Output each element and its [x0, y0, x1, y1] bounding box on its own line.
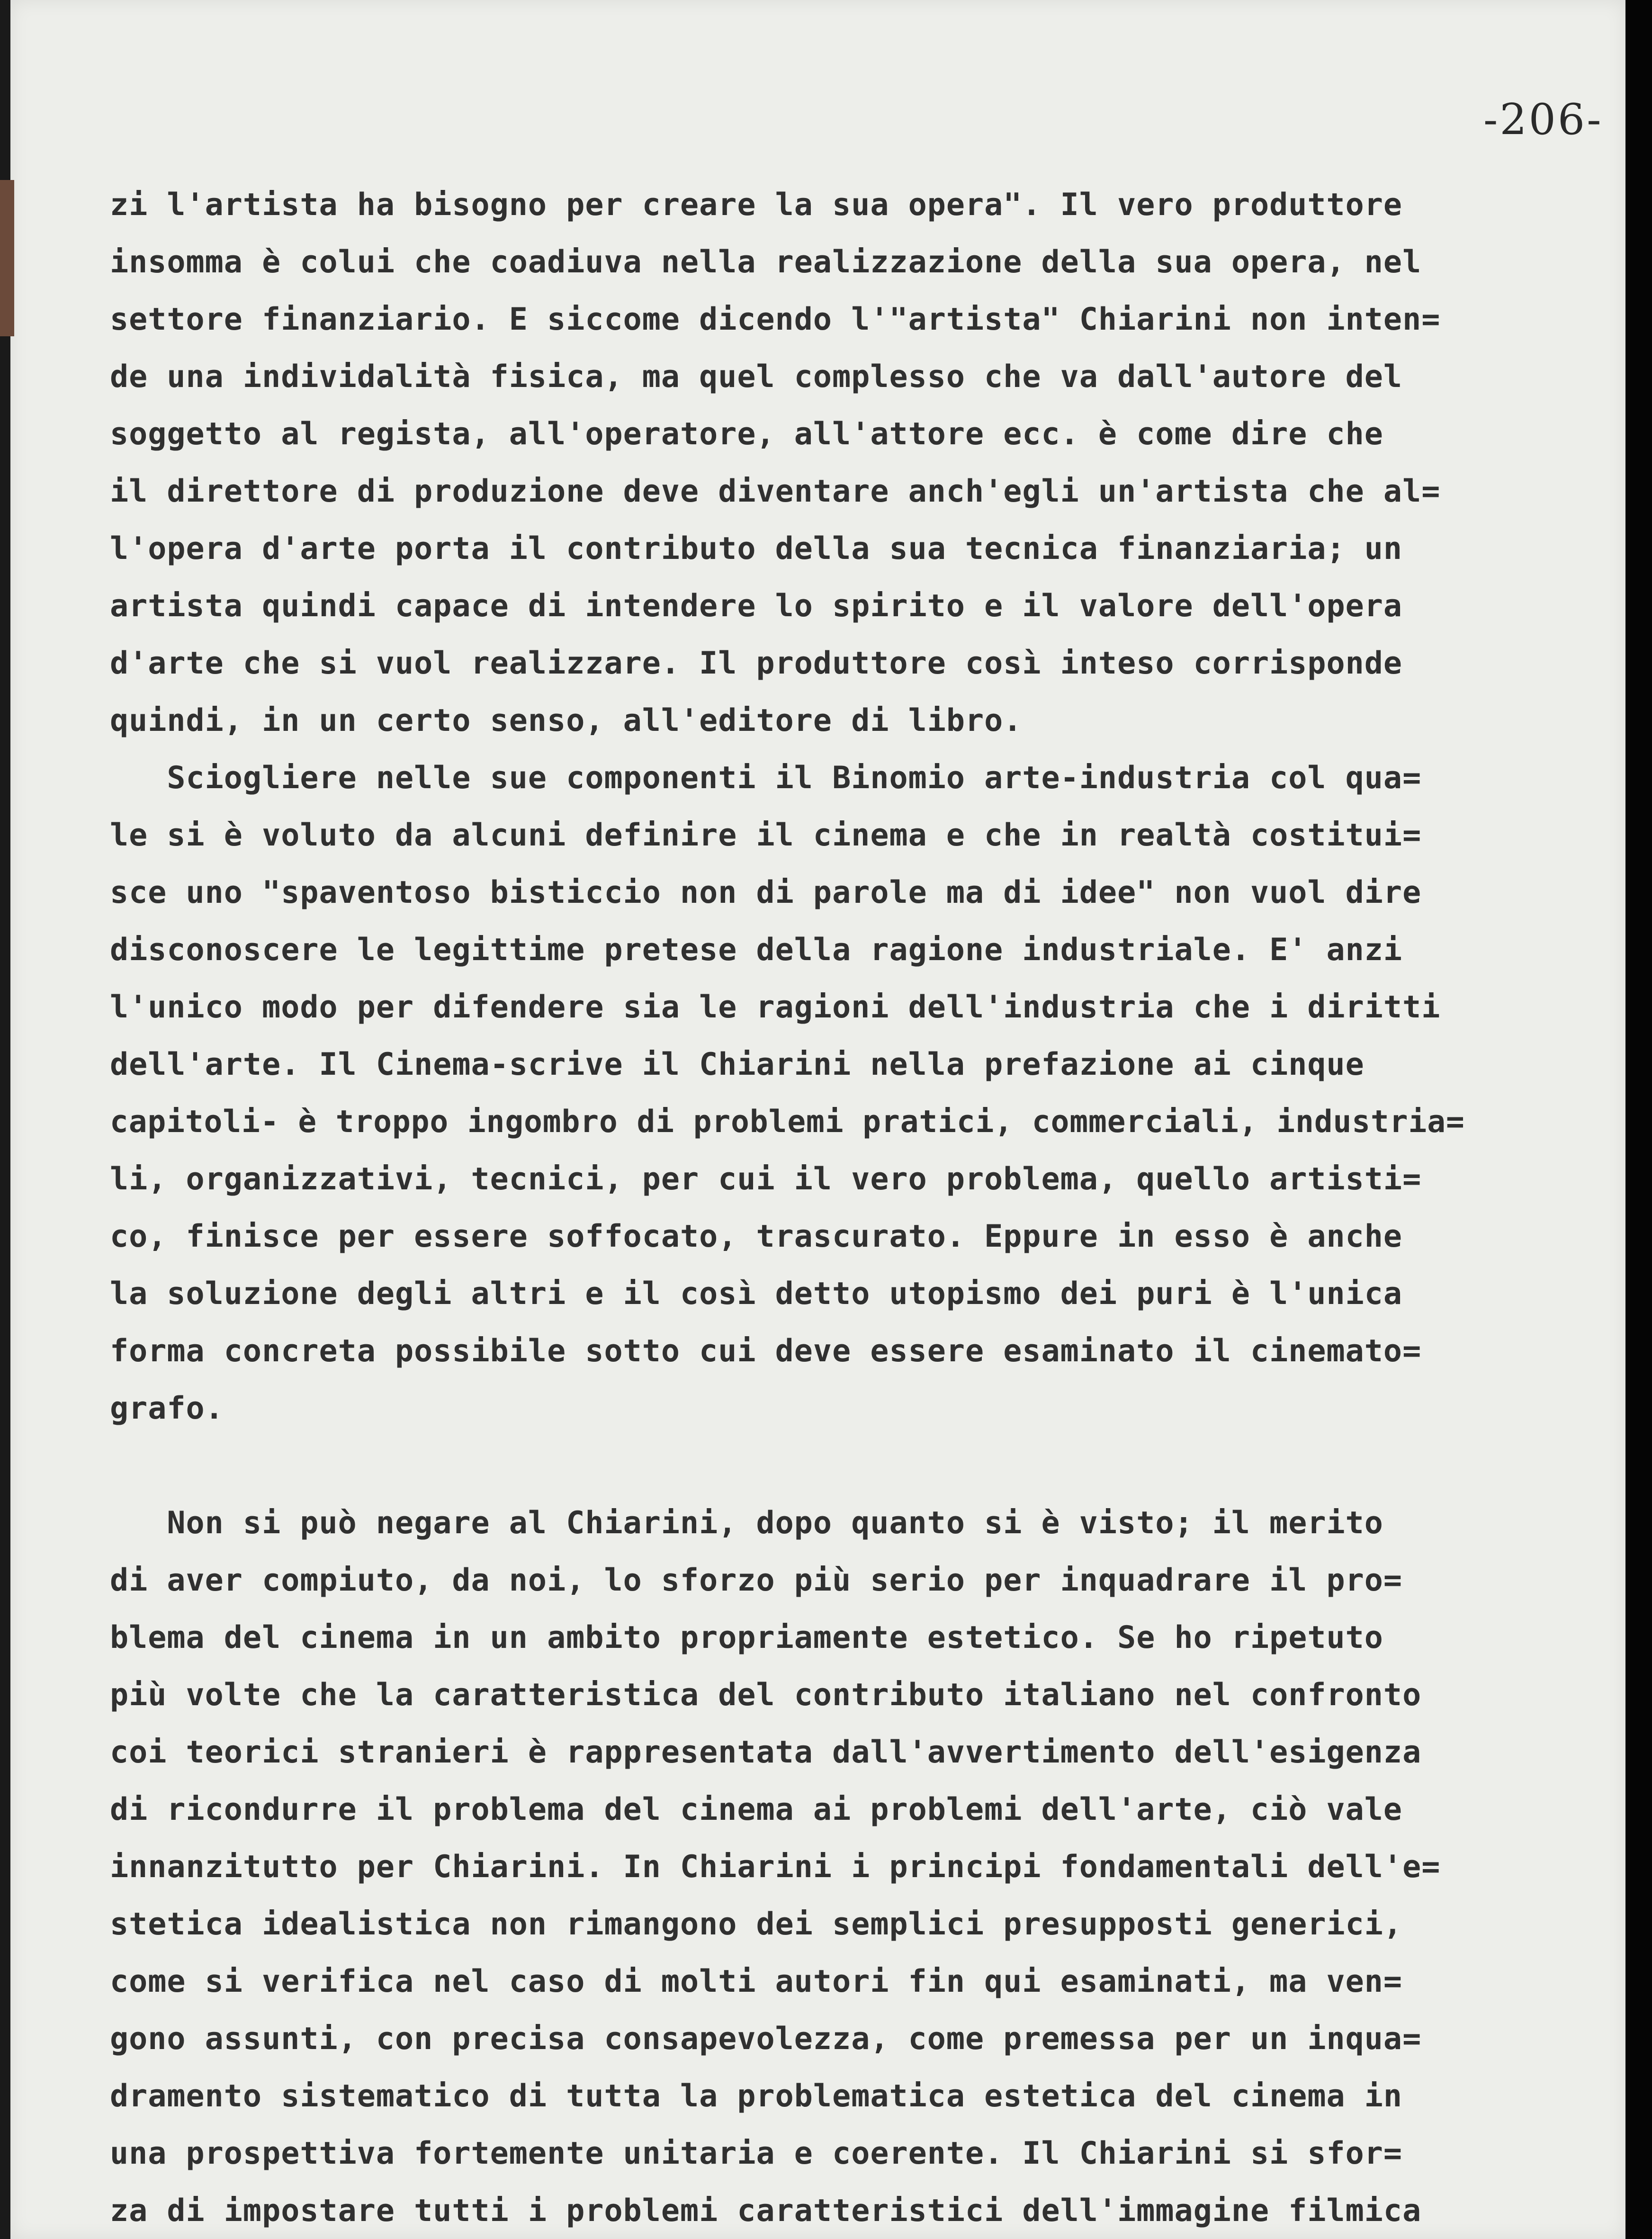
- text-line: Non si può negare al Chiarini, dopo quanto si è visto; il merito: [110, 1505, 1383, 1541]
- text-line: le si è voluto da alcuni definire il cinema e che in realtà costitui=: [110, 818, 1422, 853]
- text-line: de una individalità fisica, ma quel complesso che va dall'autore del: [110, 359, 1403, 395]
- text-line: di aver compiuto, da noi, lo sforzo più serio per inquadrare il pro=: [110, 1563, 1403, 1598]
- text-line: d'arte che si vuol realizzare. Il produttore così inteso corrisponde: [110, 646, 1403, 681]
- document-page: [10, 0, 1625, 2239]
- scan-right-edge: [1625, 0, 1652, 2239]
- text-line: quindi, in un certo senso, all'editore di libro.: [110, 703, 1023, 738]
- text-line: soggetto al regista, all'operatore, all'attore ecc. è come dire che: [110, 416, 1383, 452]
- text-line: dramento sistematico di tutta la problematica estetica del cinema in: [110, 2078, 1403, 2114]
- text-line: insomma è colui che coadiuva nella realizzazione della sua opera, nel: [110, 244, 1422, 280]
- text-line: stetica idealistica non rimangono dei semplici presupposti generici,: [110, 1906, 1403, 1942]
- text-line: co, finisce per essere soffocato, trascurato. Eppure in esso è anche: [110, 1219, 1403, 1254]
- text-line: la soluzione degli altri e il così detto utopismo dei puri è l'unica: [110, 1276, 1403, 1312]
- text-line: sce uno "spaventoso bisticcio non di parole ma di idee" non vuol dire: [110, 875, 1422, 910]
- text-line: disconoscere le legittime pretese della ragione industriale. E' anzi: [110, 932, 1403, 968]
- text-line: innanzitutto per Chiarini. In Chiarini i principi fondamentali dell'e=: [110, 1849, 1441, 1885]
- text-line: blema del cinema in un ambito propriamente estetico. Se ho ripetuto: [110, 1620, 1383, 1655]
- text-line: artista quindi capace di intendere lo spirito e il valore dell'opera: [110, 588, 1403, 624]
- text-line: più volte che la caratteristica del contributo italiano nel confronto: [110, 1677, 1422, 1713]
- text-line: come si verifica nel caso di molti autori fin qui esaminati, ma ven=: [110, 1964, 1403, 1999]
- text-line: za di impostare tutti i problemi caratteristici dell'immagine filmica: [110, 2193, 1422, 2229]
- text-line: zi l'artista ha bisogno per creare la sua opera". Il vero produttore: [110, 187, 1403, 223]
- text-line: settore finanziario. E siccome dicendo l'"artista" Chiarini non inten=: [110, 302, 1441, 337]
- text-line: l'opera d'arte porta il contributo della sua tecnica finanziaria; un: [110, 531, 1403, 566]
- text-line: dell'arte. Il Cinema-scrive il Chiarini nella prefazione ai cinque: [110, 1047, 1365, 1082]
- text-line: li, organizzativi, tecnici, per cui il vero problema, quello artisti=: [110, 1161, 1422, 1197]
- page-number: -206-: [1483, 95, 1603, 144]
- text-line: una prospettiva fortemente unitaria e coerente. Il Chiarini si sfor=: [110, 2136, 1403, 2171]
- text-line: capitoli- è troppo ingombro di problemi pratici, commerciali, industria=: [110, 1104, 1465, 1140]
- text-line: l'unico modo per difendere sia le ragioni dell'industria che i diritti: [110, 989, 1441, 1025]
- text-line: grafo.: [110, 1391, 224, 1426]
- text-line: forma concreta possibile sotto cui deve essere esaminato il cinemato=: [110, 1333, 1422, 1369]
- text-line: coi teorici stranieri è rappresentata dall'avvertimento dell'esigenza: [110, 1735, 1422, 1770]
- text-line: il direttore di produzione deve diventare anch'egli un'artista che al=: [110, 474, 1441, 509]
- text-line: Sciogliere nelle sue componenti il Binomio arte-industria col qua=: [110, 760, 1422, 796]
- text-line: gono assunti, con precisa consapevolezza, come premessa per un inqua=: [110, 2021, 1422, 2057]
- text-line: di ricondurre il problema del cinema ai problemi dell'arte, ciò vale: [110, 1792, 1403, 1827]
- binding-tab: [0, 180, 14, 336]
